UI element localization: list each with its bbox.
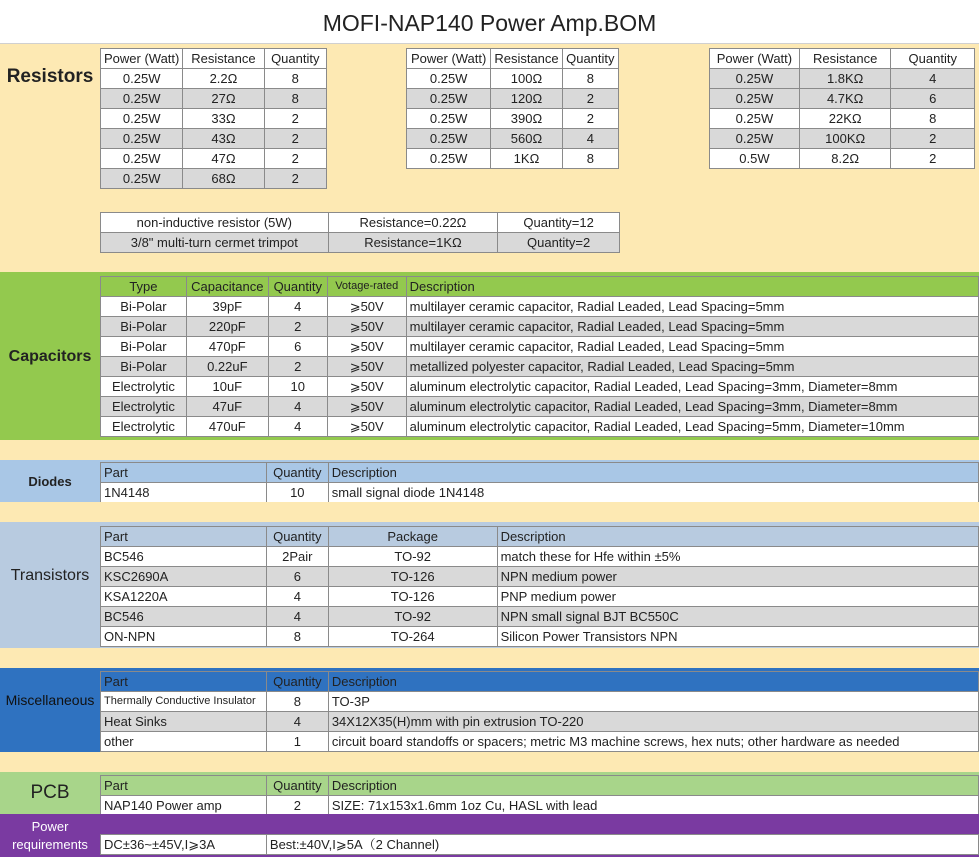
quantity-cell: 2	[891, 129, 975, 149]
table-row	[101, 213, 620, 233]
type-cell: Electrolytic	[101, 377, 187, 397]
quantity-cell: 2	[891, 149, 975, 169]
power-cell: 0.25W	[101, 89, 183, 109]
table-row	[101, 567, 979, 587]
table-row	[101, 297, 979, 317]
voltage-cell: ⩾50V	[327, 417, 406, 437]
diodes-label: Diodes	[28, 473, 72, 489]
part-cell: ON-NPN	[101, 627, 267, 647]
type-cell: Electrolytic	[101, 397, 187, 417]
column-header: Part	[101, 463, 267, 483]
capacitance-cell: 0.22uF	[186, 357, 268, 377]
column-header: Description	[328, 672, 978, 692]
quantity-cell: Quantity=2	[498, 233, 620, 253]
column-header: Part	[101, 527, 267, 547]
column-header: Resistance	[799, 49, 891, 69]
quantity-cell: 4	[268, 397, 327, 417]
power-table	[100, 834, 979, 855]
table-row	[710, 129, 975, 149]
description-cell: circuit board standoffs or spacers; metric M3 machine screws, hex nuts; other hardware as needed	[328, 732, 978, 752]
voltage-cell: ⩾50V	[327, 317, 406, 337]
column-header: Quantity	[891, 49, 975, 69]
table-row	[101, 337, 979, 357]
part-cell: NAP140 Power amp	[101, 796, 267, 816]
quantity-cell: 8	[264, 89, 326, 109]
column-header: Power (Watt)	[710, 49, 800, 69]
table-row	[101, 712, 979, 732]
section-spacer	[0, 440, 979, 460]
pcb-label: PCB	[30, 782, 70, 803]
description-cell: 34X12X35(H)mm with pin extrusion TO-220	[328, 712, 978, 732]
quantity-cell: 2	[264, 109, 326, 129]
type-cell: Bi-Polar	[101, 317, 187, 337]
resistor-table-1	[100, 48, 327, 189]
resistance-cell: 4.7KΩ	[799, 89, 891, 109]
column-header: Description	[328, 463, 978, 483]
description-cell: aluminum electrolytic capacitor, Radial Leaded, Lead Spacing=3mm, Diameter=8mm	[406, 397, 978, 417]
quantity-cell: Quantity=12	[498, 213, 620, 233]
part-cell: other	[101, 732, 267, 752]
description-cell: SIZE: 71x153x1.6mm 1oz Cu, HASL with lead	[328, 796, 978, 816]
resistance-cell: 22KΩ	[799, 109, 891, 129]
resistance-cell: 100KΩ	[799, 129, 891, 149]
table-row	[407, 89, 619, 109]
table-row	[101, 547, 979, 567]
power-cell: 0.25W	[407, 69, 491, 89]
column-header: Description	[406, 277, 978, 297]
package-cell: TO-92	[328, 547, 497, 567]
table-row	[101, 377, 979, 397]
quantity-cell: 6	[266, 567, 328, 587]
power-cell: 0.25W	[710, 129, 800, 149]
part-cell: Heat Sinks	[101, 712, 267, 732]
quantity-cell: 2	[264, 149, 326, 169]
voltage-cell: ⩾50V	[327, 397, 406, 417]
capacitance-cell: 39pF	[186, 297, 268, 317]
description-cell: multilayer ceramic capacitor, Radial Leaded, Lead Spacing=5mm	[406, 297, 978, 317]
quantity-cell: 8	[562, 69, 618, 89]
part-cell: KSC2690A	[101, 567, 267, 587]
column-header: Quantity	[264, 49, 326, 69]
resistor-table-3	[709, 48, 975, 169]
table-row	[101, 109, 327, 129]
description-cell: multilayer ceramic capacitor, Radial Leaded, Lead Spacing=5mm	[406, 317, 978, 337]
description-cell: aluminum electrolytic capacitor, Radial Leaded, Lead Spacing=5mm, Diameter=10mm	[406, 417, 978, 437]
quantity-cell: 2	[562, 109, 618, 129]
power-range-cell: DC±36~±45V,I⩾3A	[101, 835, 267, 855]
column-header: Quantity	[266, 463, 328, 483]
voltage-cell: ⩾50V	[327, 297, 406, 317]
quantity-cell: 10	[266, 483, 328, 503]
section-spacer	[0, 648, 979, 668]
column-header: Power (Watt)	[101, 49, 183, 69]
misc-table	[100, 671, 979, 752]
resistors-label: Resistors	[6, 66, 94, 87]
table-row	[101, 835, 979, 855]
column-header: Quantity	[266, 527, 328, 547]
table-row	[101, 89, 327, 109]
power-cell: 0.25W	[710, 109, 800, 129]
quantity-cell: 4	[268, 297, 327, 317]
quantity-cell: 4	[268, 417, 327, 437]
part-cell: BC546	[101, 547, 267, 567]
table-header-row	[407, 49, 619, 69]
resistance-cell: 560Ω	[491, 129, 562, 149]
quantity-cell: 1	[266, 732, 328, 752]
table-row	[101, 129, 327, 149]
part-cell: BC546	[101, 607, 267, 627]
quantity-cell: 8	[266, 692, 328, 712]
power-cell: 0.25W	[407, 89, 491, 109]
resistance-cell: 8.2Ω	[799, 149, 891, 169]
power-label: Power requirements	[12, 818, 88, 852]
column-header: Resistance	[183, 49, 264, 69]
description-cell: NPN small signal BJT BC550C	[497, 607, 978, 627]
resistance-cell: Resistance=1KΩ	[328, 233, 498, 253]
table-row	[101, 149, 327, 169]
column-header: Quantity	[268, 277, 327, 297]
transistors-label: Transistors	[10, 567, 90, 584]
quantity-cell: 6	[891, 89, 975, 109]
table-row	[101, 357, 979, 377]
diodes-table	[100, 462, 979, 503]
table-row	[407, 129, 619, 149]
column-header: Package	[328, 527, 497, 547]
column-header: Quantity	[266, 672, 328, 692]
description-cell: PNP medium power	[497, 587, 978, 607]
column-header: Part	[101, 776, 267, 796]
part-cell: 1N4148	[101, 483, 267, 503]
quantity-cell: 2	[264, 129, 326, 149]
quantity-cell: 2	[268, 317, 327, 337]
quantity-cell: 2	[264, 169, 326, 189]
special-resistor-table	[100, 212, 620, 253]
description-cell: TO-3P	[328, 692, 978, 712]
capacitance-cell: 47uF	[186, 397, 268, 417]
table-header-row	[101, 49, 327, 69]
voltage-cell: ⩾50V	[327, 357, 406, 377]
table-row	[101, 483, 979, 503]
capacitance-cell: 10uF	[186, 377, 268, 397]
quantity-cell: 4	[266, 712, 328, 732]
pcb-table	[100, 775, 979, 816]
table-row	[101, 417, 979, 437]
table-header-row	[710, 49, 975, 69]
resistance-cell: 43Ω	[183, 129, 264, 149]
column-header: Description	[497, 527, 978, 547]
transistors-table	[100, 526, 979, 647]
capacitance-cell: 470pF	[186, 337, 268, 357]
resistor-table-2	[406, 48, 619, 169]
quantity-cell: 2Pair	[266, 547, 328, 567]
type-cell: Bi-Polar	[101, 357, 187, 377]
power-cell: 0.25W	[101, 129, 183, 149]
power-cell: 0.25W	[101, 109, 183, 129]
type-cell: Electrolytic	[101, 417, 187, 437]
quantity-cell: 4	[266, 587, 328, 607]
section-spacer	[0, 502, 979, 522]
quantity-cell: 4	[891, 69, 975, 89]
package-cell: TO-126	[328, 567, 497, 587]
power-cell: 0.25W	[407, 109, 491, 129]
column-header: Capacitance	[186, 277, 268, 297]
table-header-row	[101, 463, 979, 483]
description-cell: match these for Hfe within ±5%	[497, 547, 978, 567]
column-header: Part	[101, 672, 267, 692]
table-row	[101, 627, 979, 647]
quantity-cell: 8	[266, 627, 328, 647]
resistance-cell: 100Ω	[491, 69, 562, 89]
quantity-cell: 8	[264, 69, 326, 89]
capacitors-label: Capacitors	[8, 348, 92, 365]
resistance-cell: 2.2Ω	[183, 69, 264, 89]
power-cell: 0.25W	[101, 69, 183, 89]
section-spacer	[0, 752, 979, 772]
power-cell: 0.25W	[101, 169, 183, 189]
table-row	[407, 69, 619, 89]
resistance-cell: 120Ω	[491, 89, 562, 109]
package-cell: TO-92	[328, 607, 497, 627]
resistance-cell: 47Ω	[183, 149, 264, 169]
part-cell: Thermally Conductive Insulator	[101, 692, 267, 712]
column-header: Description	[328, 776, 978, 796]
capacitance-cell: 470uF	[186, 417, 268, 437]
power-cell: 0.25W	[710, 69, 800, 89]
column-header: Quantity	[562, 49, 618, 69]
voltage-cell: ⩾50V	[327, 337, 406, 357]
capacitance-cell: 220pF	[186, 317, 268, 337]
power-cell: 0.25W	[407, 149, 491, 169]
table-row	[710, 69, 975, 89]
table-row	[101, 317, 979, 337]
quantity-cell: 10	[268, 377, 327, 397]
description-cell: small signal diode 1N4148	[328, 483, 978, 503]
column-header: Power (Watt)	[407, 49, 491, 69]
resistance-cell: 27Ω	[183, 89, 264, 109]
table-row	[101, 732, 979, 752]
quantity-cell: 2	[266, 796, 328, 816]
description-cell: multilayer ceramic capacitor, Radial Leaded, Lead Spacing=5mm	[406, 337, 978, 357]
quantity-cell: 2	[268, 357, 327, 377]
resistance-cell: 1.8KΩ	[799, 69, 891, 89]
resistance-cell: 33Ω	[183, 109, 264, 129]
power-best-cell: Best:±40V,I⩾5A（2 Channel)	[266, 835, 978, 855]
resistance-cell: 68Ω	[183, 169, 264, 189]
table-row	[710, 109, 975, 129]
misc-label: Miscellaneous	[5, 692, 95, 708]
description-cell: Silicon Power Transistors NPN	[497, 627, 978, 647]
type-cell: Bi-Polar	[101, 297, 187, 317]
column-header: Votage-rated	[327, 277, 406, 297]
resistance-cell: 390Ω	[491, 109, 562, 129]
quantity-cell: 2	[562, 89, 618, 109]
description-cell: metallized polyester capacitor, Radial Leaded, Lead Spacing=5mm	[406, 357, 978, 377]
power-cell: 0.25W	[101, 149, 183, 169]
table-header-row	[101, 672, 979, 692]
table-row	[710, 149, 975, 169]
type-cell: Bi-Polar	[101, 337, 187, 357]
table-row	[710, 89, 975, 109]
quantity-cell: 4	[562, 129, 618, 149]
package-cell: TO-126	[328, 587, 497, 607]
table-row	[101, 692, 979, 712]
quantity-cell: 4	[266, 607, 328, 627]
table-row	[101, 397, 979, 417]
resistance-cell: Resistance=0.22Ω	[328, 213, 498, 233]
table-header-row	[101, 277, 979, 297]
column-header: Quantity	[266, 776, 328, 796]
power-cell: 0.5W	[710, 149, 800, 169]
table-row	[407, 149, 619, 169]
part-cell: 3/8" multi-turn cermet trimpot	[101, 233, 329, 253]
power-cell: 0.25W	[710, 89, 800, 109]
column-header: Type	[101, 277, 187, 297]
quantity-cell: 8	[562, 149, 618, 169]
table-row	[101, 233, 620, 253]
part-cell: KSA1220A	[101, 587, 267, 607]
page-title: MOFI-NAP140 Power Amp.BOM	[0, 0, 979, 44]
quantity-cell: 6	[268, 337, 327, 357]
column-header: Resistance	[491, 49, 562, 69]
table-row	[101, 587, 979, 607]
package-cell: TO-264	[328, 627, 497, 647]
table-row	[101, 796, 979, 816]
table-header-row	[101, 527, 979, 547]
power-cell: 0.25W	[407, 129, 491, 149]
part-cell: non-inductive resistor (5W)	[101, 213, 329, 233]
quantity-cell: 8	[891, 109, 975, 129]
description-cell: NPN medium power	[497, 567, 978, 587]
description-cell: aluminum electrolytic capacitor, Radial Leaded, Lead Spacing=3mm, Diameter=8mm	[406, 377, 978, 397]
table-row	[101, 607, 979, 627]
resistance-cell: 1KΩ	[491, 149, 562, 169]
capacitors-table	[100, 276, 979, 437]
table-row	[101, 69, 327, 89]
table-row	[407, 109, 619, 129]
voltage-cell: ⩾50V	[327, 377, 406, 397]
table-row	[101, 169, 327, 189]
table-header-row	[101, 776, 979, 796]
